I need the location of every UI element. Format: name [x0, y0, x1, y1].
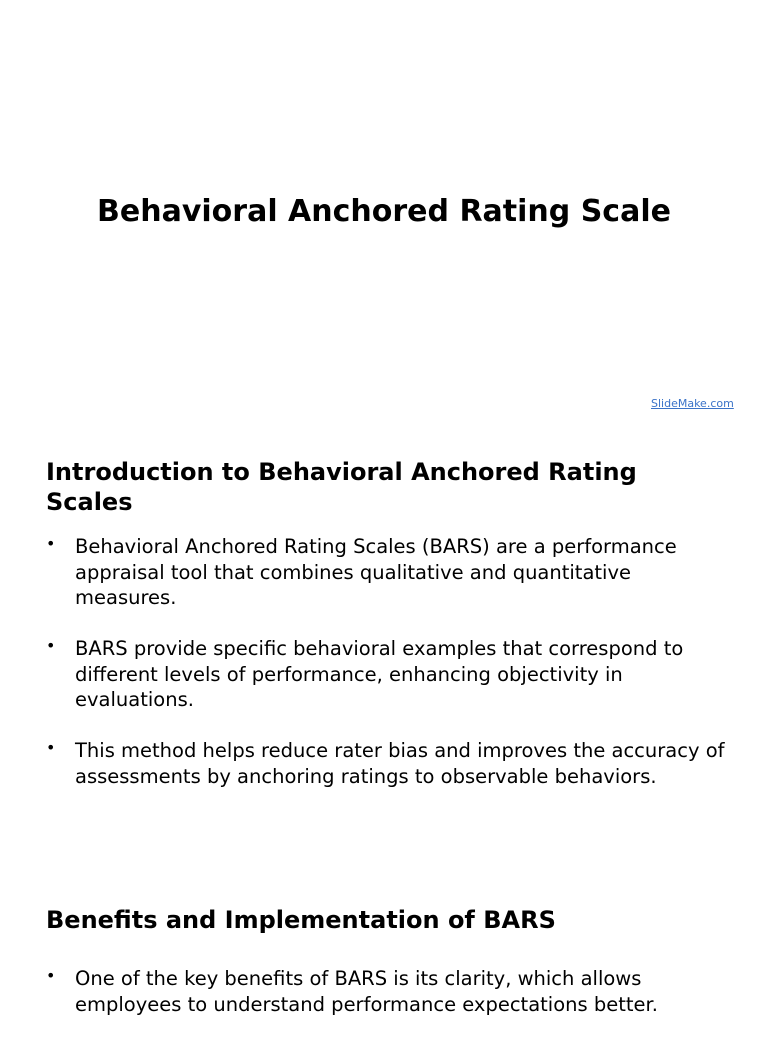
- bullet-item: [46, 966, 726, 1017]
- slidemake-link[interactable]: SlideMake.com: [651, 397, 734, 410]
- section-heading-benefits: Benefits and Implementation of BARS: [46, 906, 556, 934]
- bullet-icon: •: [46, 738, 56, 757]
- bullet-icon: •: [46, 966, 56, 985]
- slide-title: Behavioral Anchored Rating Scale: [97, 194, 671, 229]
- bullet-icon: •: [46, 636, 56, 655]
- benefits-bullet-list: [46, 966, 726, 1043]
- bullet-item: [46, 534, 726, 611]
- bullet-item: [46, 636, 726, 713]
- bullet-text: One of the key benefits of BARS is its clarity, which allows employees to understand performance expectations better.: [75, 967, 658, 1016]
- bullet-text: This method helps reduce rater bias and improves the accuracy of assessments by anchoring ratings to observable behaviors.: [75, 739, 725, 788]
- section-heading-introduction: Introduction to Behavioral Anchored Rating Scales: [46, 458, 637, 516]
- intro-bullet-list: [46, 534, 726, 815]
- bullet-text: Behavioral Anchored Rating Scales (BARS) are a performance appraisal tool that combines qualitative and quantitative measures.: [75, 535, 677, 609]
- bullet-text: BARS provide specific behavioral examples that correspond to different levels of performance, enhancing objectivity in evaluations.: [75, 637, 684, 711]
- bullet-icon: •: [46, 534, 56, 553]
- bullet-item: [46, 738, 726, 789]
